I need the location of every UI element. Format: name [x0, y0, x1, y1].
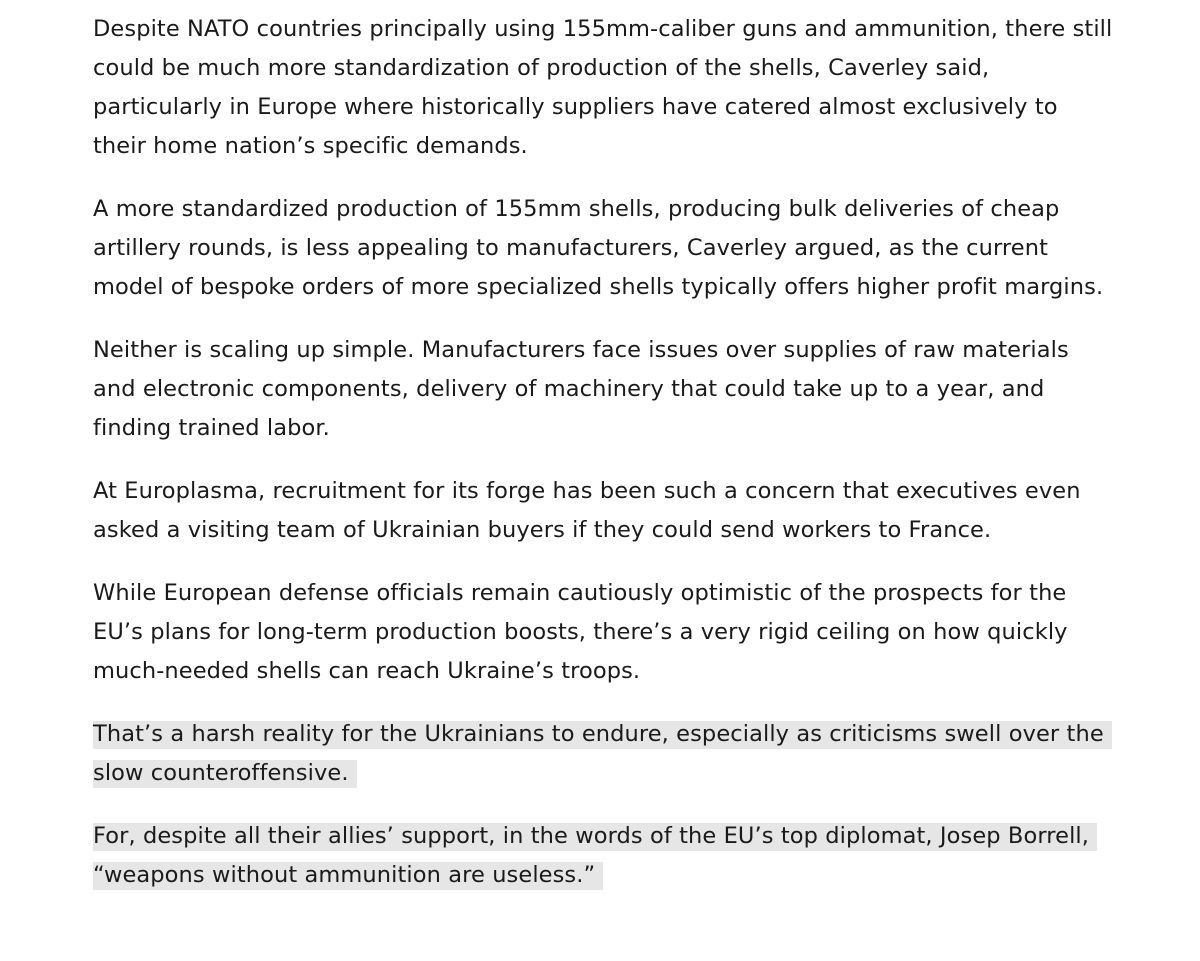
- paragraph-europlasma: [93, 472, 1113, 550]
- highlighted-text[interactable]: For, despite all their allies’ support, in the words of the EU’s top diplomat, Josep Borrell, “weapons without ammunition are useless.”: [93, 823, 1097, 890]
- paragraph-profit-margins: [93, 190, 1113, 307]
- paragraph-text: A more standardized production of 155mm shells, producing bulk deliveries of cheap artillery rounds, is less appealing to manufacturers, Caverley argued, as the current model of bespoke orders of more specialized shells typically offers higher profit margins.: [93, 196, 1104, 300]
- paragraph-production-ceiling: [93, 574, 1113, 691]
- paragraph-text: At Europlasma, recruitment for its forge has been such a concern that executives even asked a visiting team of Ukrainian buyers if they could send workers to France.: [93, 478, 1081, 543]
- paragraph-standardization: [93, 10, 1113, 166]
- article-body: [93, 10, 1113, 919]
- highlighted-text[interactable]: That’s a harsh reality for the Ukrainians to endure, especially as criticisms swell over the slow counteroffensive.: [93, 721, 1112, 788]
- paragraph-text: Despite NATO countries principally using 155mm-caliber guns and ammunition, there still could be much more standardization of production of the shells, Caverley said, particularly in Europe where historically suppliers have catered almost exclusively to their home nation’s specific demands.: [93, 16, 1113, 159]
- paragraph-harsh-reality: [93, 715, 1113, 793]
- paragraph-borrell-quote: [93, 817, 1113, 895]
- paragraph-text: While European defense officials remain cautiously optimistic of the prospects for the EU’s plans for long-term production boosts, there’s a very rigid ceiling on how quickly much-needed shells can reach Ukraine’s troops.: [93, 580, 1068, 684]
- paragraph-scaling-issues: [93, 331, 1113, 448]
- paragraph-text: Neither is scaling up simple. Manufacturers face issues over supplies of raw materials and electronic components, delivery of machinery that could take up to a year, and finding trained labor.: [93, 337, 1069, 441]
